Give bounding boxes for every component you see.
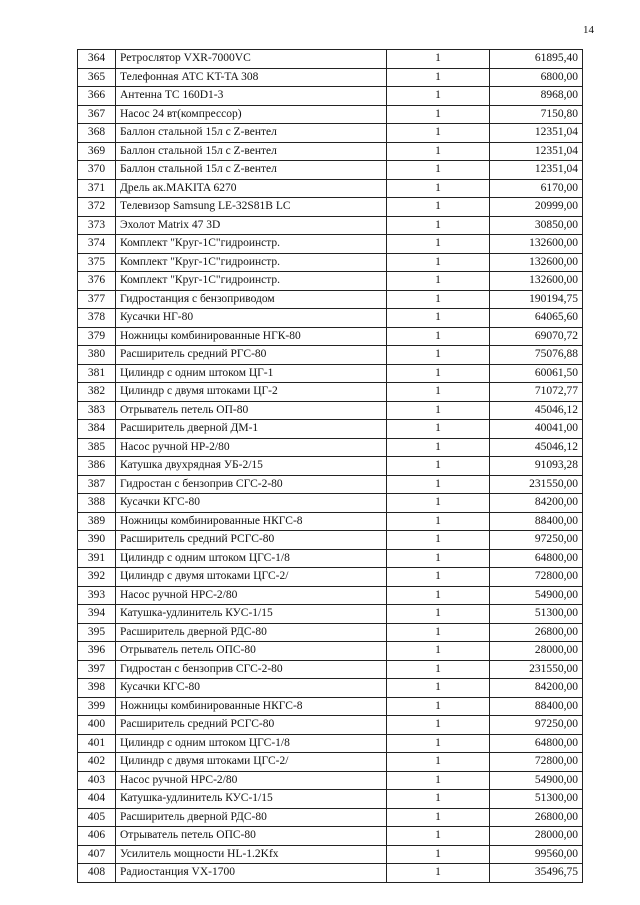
row-number-cell: 398 bbox=[78, 679, 116, 698]
quantity-cell: 1 bbox=[387, 179, 490, 198]
quantity-cell: 1 bbox=[387, 753, 490, 772]
row-number-cell: 374 bbox=[78, 235, 116, 254]
price-cell: 12351,04 bbox=[490, 161, 583, 180]
table-row bbox=[78, 198, 583, 217]
price-cell: 231550,00 bbox=[490, 475, 583, 494]
item-name-cell: Цилиндр с двумя штоками ЦГ-2 bbox=[116, 383, 387, 402]
item-name-cell: Катушка-удлинитель КУС-1/15 bbox=[116, 605, 387, 624]
quantity-cell: 1 bbox=[387, 383, 490, 402]
table-row bbox=[78, 124, 583, 143]
item-name-cell: Насос 24 вт(компрессор) bbox=[116, 105, 387, 124]
quantity-cell: 1 bbox=[387, 734, 490, 753]
item-name-cell: Комплект "Круг-1С"гидроинстр. bbox=[116, 272, 387, 291]
quantity-cell: 1 bbox=[387, 253, 490, 272]
price-cell: 7150,80 bbox=[490, 105, 583, 124]
row-number-cell: 378 bbox=[78, 309, 116, 328]
price-cell: 132600,00 bbox=[490, 272, 583, 291]
quantity-cell: 1 bbox=[387, 512, 490, 531]
table-row bbox=[78, 845, 583, 864]
item-name-cell: Баллон стальной 15л с Z-вентел bbox=[116, 161, 387, 180]
table-row bbox=[78, 272, 583, 291]
price-cell: 54900,00 bbox=[490, 586, 583, 605]
item-name-cell: Эхолот Matrix 47 3D bbox=[116, 216, 387, 235]
row-number-cell: 391 bbox=[78, 549, 116, 568]
table-row bbox=[78, 605, 583, 624]
item-name-cell: Цилиндр с двумя штоками ЦГС-2/ bbox=[116, 753, 387, 772]
row-number-cell: 394 bbox=[78, 605, 116, 624]
item-name-cell: Цилиндр с двумя штоками ЦГС-2/ bbox=[116, 568, 387, 587]
price-cell: 12351,04 bbox=[490, 142, 583, 161]
quantity-cell: 1 bbox=[387, 549, 490, 568]
table-row bbox=[78, 827, 583, 846]
table-row bbox=[78, 494, 583, 513]
price-cell: 26800,00 bbox=[490, 623, 583, 642]
table-row bbox=[78, 531, 583, 550]
quantity-cell: 1 bbox=[387, 327, 490, 346]
row-number-cell: 372 bbox=[78, 198, 116, 217]
price-cell: 51300,00 bbox=[490, 790, 583, 809]
price-cell: 12351,04 bbox=[490, 124, 583, 143]
table-row bbox=[78, 253, 583, 272]
quantity-cell: 1 bbox=[387, 716, 490, 735]
quantity-cell: 1 bbox=[387, 790, 490, 809]
quantity-cell: 1 bbox=[387, 605, 490, 624]
quantity-cell: 1 bbox=[387, 623, 490, 642]
row-number-cell: 386 bbox=[78, 457, 116, 476]
table-row bbox=[78, 716, 583, 735]
table-row bbox=[78, 105, 583, 124]
row-number-cell: 395 bbox=[78, 623, 116, 642]
row-number-cell: 387 bbox=[78, 475, 116, 494]
item-name-cell: Комплект "Круг-1С"гидроинстр. bbox=[116, 253, 387, 272]
row-number-cell: 384 bbox=[78, 420, 116, 439]
inventory-table bbox=[77, 49, 583, 883]
item-name-cell: Кусачки КГС-80 bbox=[116, 494, 387, 513]
item-name-cell: Ретрослятор VXR-7000VC bbox=[116, 50, 387, 69]
item-name-cell: Комплект "Круг-1С"гидроинстр. bbox=[116, 235, 387, 254]
price-cell: 30850,00 bbox=[490, 216, 583, 235]
quantity-cell: 1 bbox=[387, 531, 490, 550]
price-cell: 231550,00 bbox=[490, 660, 583, 679]
item-name-cell: Гидростанция с бензоприводом bbox=[116, 290, 387, 309]
price-cell: 51300,00 bbox=[490, 605, 583, 624]
item-name-cell: Расширитель средний РСГС-80 bbox=[116, 531, 387, 550]
table-row bbox=[78, 623, 583, 642]
price-cell: 64065,60 bbox=[490, 309, 583, 328]
item-name-cell: Ножницы комбинированные НКГС-8 bbox=[116, 697, 387, 716]
quantity-cell: 1 bbox=[387, 346, 490, 365]
item-name-cell: Цилиндр с одним штоком ЦГС-1/8 bbox=[116, 734, 387, 753]
quantity-cell: 1 bbox=[387, 475, 490, 494]
price-cell: 97250,00 bbox=[490, 716, 583, 735]
price-cell: 88400,00 bbox=[490, 697, 583, 716]
quantity-cell: 1 bbox=[387, 142, 490, 161]
price-cell: 60061,50 bbox=[490, 364, 583, 383]
item-name-cell: Катушка-удлинитель КУС-1/15 bbox=[116, 790, 387, 809]
row-number-cell: 393 bbox=[78, 586, 116, 605]
row-number-cell: 364 bbox=[78, 50, 116, 69]
item-name-cell: Расширитель дверной ДМ-1 bbox=[116, 420, 387, 439]
row-number-cell: 396 bbox=[78, 642, 116, 661]
table-row bbox=[78, 808, 583, 827]
quantity-cell: 1 bbox=[387, 290, 490, 309]
quantity-cell: 1 bbox=[387, 309, 490, 328]
quantity-cell: 1 bbox=[387, 364, 490, 383]
item-name-cell: Гидростан с бензоприв СГС-2-80 bbox=[116, 475, 387, 494]
item-name-cell: Радиостанция VX-1700 bbox=[116, 864, 387, 883]
item-name-cell: Отрыватель петель ОПС-80 bbox=[116, 642, 387, 661]
inventory-table-body bbox=[78, 50, 583, 883]
quantity-cell: 1 bbox=[387, 457, 490, 476]
table-row bbox=[78, 235, 583, 254]
price-cell: 88400,00 bbox=[490, 512, 583, 531]
quantity-cell: 1 bbox=[387, 438, 490, 457]
price-cell: 69070,72 bbox=[490, 327, 583, 346]
quantity-cell: 1 bbox=[387, 660, 490, 679]
row-number-cell: 404 bbox=[78, 790, 116, 809]
table-row bbox=[78, 790, 583, 809]
row-number-cell: 399 bbox=[78, 697, 116, 716]
quantity-cell: 1 bbox=[387, 235, 490, 254]
price-cell: 64800,00 bbox=[490, 549, 583, 568]
table-row bbox=[78, 475, 583, 494]
quantity-cell: 1 bbox=[387, 87, 490, 106]
price-cell: 40041,00 bbox=[490, 420, 583, 439]
row-number-cell: 408 bbox=[78, 864, 116, 883]
item-name-cell: Гидростан с бензоприв СГС-2-80 bbox=[116, 660, 387, 679]
item-name-cell: Кусачки КГС-80 bbox=[116, 679, 387, 698]
price-cell: 72800,00 bbox=[490, 753, 583, 772]
quantity-cell: 1 bbox=[387, 568, 490, 587]
item-name-cell: Цилиндр с одним штоком ЦГС-1/8 bbox=[116, 549, 387, 568]
price-cell: 6170,00 bbox=[490, 179, 583, 198]
price-cell: 75076,88 bbox=[490, 346, 583, 365]
item-name-cell: Ножницы комбинированные НКГС-8 bbox=[116, 512, 387, 531]
price-cell: 20999,00 bbox=[490, 198, 583, 217]
price-cell: 26800,00 bbox=[490, 808, 583, 827]
row-number-cell: 383 bbox=[78, 401, 116, 420]
price-cell: 8968,00 bbox=[490, 87, 583, 106]
row-number-cell: 371 bbox=[78, 179, 116, 198]
row-number-cell: 377 bbox=[78, 290, 116, 309]
table-row bbox=[78, 864, 583, 883]
item-name-cell: Кусачки НГ-80 bbox=[116, 309, 387, 328]
item-name-cell: Расширитель средний РГС-80 bbox=[116, 346, 387, 365]
quantity-cell: 1 bbox=[387, 679, 490, 698]
quantity-cell: 1 bbox=[387, 808, 490, 827]
quantity-cell: 1 bbox=[387, 642, 490, 661]
row-number-cell: 366 bbox=[78, 87, 116, 106]
item-name-cell: Расширитель дверной РДС-80 bbox=[116, 808, 387, 827]
quantity-cell: 1 bbox=[387, 401, 490, 420]
table-row bbox=[78, 586, 583, 605]
item-name-cell: Насос ручной НРС-2/80 bbox=[116, 586, 387, 605]
quantity-cell: 1 bbox=[387, 50, 490, 69]
row-number-cell: 401 bbox=[78, 734, 116, 753]
row-number-cell: 397 bbox=[78, 660, 116, 679]
price-cell: 35496,75 bbox=[490, 864, 583, 883]
price-cell: 190194,75 bbox=[490, 290, 583, 309]
table-row bbox=[78, 697, 583, 716]
price-cell: 132600,00 bbox=[490, 253, 583, 272]
row-number-cell: 375 bbox=[78, 253, 116, 272]
table-row bbox=[78, 87, 583, 106]
row-number-cell: 376 bbox=[78, 272, 116, 291]
price-cell: 45046,12 bbox=[490, 438, 583, 457]
table-row bbox=[78, 401, 583, 420]
price-cell: 72800,00 bbox=[490, 568, 583, 587]
price-cell: 45046,12 bbox=[490, 401, 583, 420]
item-name-cell: Антенна TC 160D1-3 bbox=[116, 87, 387, 106]
quantity-cell: 1 bbox=[387, 420, 490, 439]
row-number-cell: 373 bbox=[78, 216, 116, 235]
quantity-cell: 1 bbox=[387, 827, 490, 846]
price-cell: 6800,00 bbox=[490, 68, 583, 87]
price-cell: 54900,00 bbox=[490, 771, 583, 790]
item-name-cell: Насос ручной НР-2/80 bbox=[116, 438, 387, 457]
price-cell: 28000,00 bbox=[490, 642, 583, 661]
item-name-cell: Телефонная АТС KT-TA 308 bbox=[116, 68, 387, 87]
table-row bbox=[78, 383, 583, 402]
item-name-cell: Усилитель мощности HL-1.2Kfx bbox=[116, 845, 387, 864]
quantity-cell: 1 bbox=[387, 586, 490, 605]
table-row bbox=[78, 642, 583, 661]
item-name-cell: Насос ручной НРС-2/80 bbox=[116, 771, 387, 790]
quantity-cell: 1 bbox=[387, 105, 490, 124]
quantity-cell: 1 bbox=[387, 845, 490, 864]
quantity-cell: 1 bbox=[387, 124, 490, 143]
item-name-cell: Отрыватель петель ОП-80 bbox=[116, 401, 387, 420]
table-row bbox=[78, 679, 583, 698]
item-name-cell: Отрыватель петель ОПС-80 bbox=[116, 827, 387, 846]
table-row bbox=[78, 457, 583, 476]
item-name-cell: Дрель ак.MAKITA 6270 bbox=[116, 179, 387, 198]
price-cell: 84200,00 bbox=[490, 494, 583, 513]
table-row bbox=[78, 512, 583, 531]
row-number-cell: 370 bbox=[78, 161, 116, 180]
row-number-cell: 379 bbox=[78, 327, 116, 346]
quantity-cell: 1 bbox=[387, 198, 490, 217]
item-name-cell: Телевизор Samsung LE-32S81B LC bbox=[116, 198, 387, 217]
table-row bbox=[78, 142, 583, 161]
price-cell: 132600,00 bbox=[490, 235, 583, 254]
quantity-cell: 1 bbox=[387, 216, 490, 235]
item-name-cell: Цилиндр с одним штоком ЦГ-1 bbox=[116, 364, 387, 383]
table-row bbox=[78, 568, 583, 587]
price-cell: 71072,77 bbox=[490, 383, 583, 402]
row-number-cell: 381 bbox=[78, 364, 116, 383]
table-row bbox=[78, 771, 583, 790]
table-row bbox=[78, 753, 583, 772]
row-number-cell: 385 bbox=[78, 438, 116, 457]
table-row bbox=[78, 216, 583, 235]
price-cell: 61895,40 bbox=[490, 50, 583, 69]
table-row bbox=[78, 346, 583, 365]
table-row bbox=[78, 660, 583, 679]
item-name-cell: Расширитель средний РСГС-80 bbox=[116, 716, 387, 735]
row-number-cell: 390 bbox=[78, 531, 116, 550]
table-row bbox=[78, 290, 583, 309]
row-number-cell: 400 bbox=[78, 716, 116, 735]
row-number-cell: 403 bbox=[78, 771, 116, 790]
table-row bbox=[78, 68, 583, 87]
table-row bbox=[78, 327, 583, 346]
item-name-cell: Баллон стальной 15л с Z-вентел bbox=[116, 142, 387, 161]
row-number-cell: 365 bbox=[78, 68, 116, 87]
item-name-cell: Расширитель дверной РДС-80 bbox=[116, 623, 387, 642]
table-row bbox=[78, 309, 583, 328]
table-row bbox=[78, 734, 583, 753]
row-number-cell: 382 bbox=[78, 383, 116, 402]
row-number-cell: 388 bbox=[78, 494, 116, 513]
price-cell: 91093,28 bbox=[490, 457, 583, 476]
row-number-cell: 368 bbox=[78, 124, 116, 143]
price-cell: 28000,00 bbox=[490, 827, 583, 846]
page-number: 14 bbox=[583, 24, 594, 36]
quantity-cell: 1 bbox=[387, 494, 490, 513]
row-number-cell: 406 bbox=[78, 827, 116, 846]
item-name-cell: Катушка двухрядная УБ-2/15 bbox=[116, 457, 387, 476]
price-cell: 64800,00 bbox=[490, 734, 583, 753]
item-name-cell: Баллон стальной 15л с Z-вентел bbox=[116, 124, 387, 143]
quantity-cell: 1 bbox=[387, 771, 490, 790]
row-number-cell: 392 bbox=[78, 568, 116, 587]
quantity-cell: 1 bbox=[387, 272, 490, 291]
row-number-cell: 369 bbox=[78, 142, 116, 161]
table-row bbox=[78, 549, 583, 568]
quantity-cell: 1 bbox=[387, 68, 490, 87]
row-number-cell: 405 bbox=[78, 808, 116, 827]
price-cell: 97250,00 bbox=[490, 531, 583, 550]
price-cell: 84200,00 bbox=[490, 679, 583, 698]
row-number-cell: 402 bbox=[78, 753, 116, 772]
row-number-cell: 389 bbox=[78, 512, 116, 531]
table-row bbox=[78, 420, 583, 439]
row-number-cell: 367 bbox=[78, 105, 116, 124]
row-number-cell: 380 bbox=[78, 346, 116, 365]
table-row bbox=[78, 364, 583, 383]
table-row bbox=[78, 161, 583, 180]
item-name-cell: Ножницы комбинированные НГК-80 bbox=[116, 327, 387, 346]
table-row bbox=[78, 50, 583, 69]
table-row bbox=[78, 438, 583, 457]
row-number-cell: 407 bbox=[78, 845, 116, 864]
table-row bbox=[78, 179, 583, 198]
quantity-cell: 1 bbox=[387, 864, 490, 883]
quantity-cell: 1 bbox=[387, 161, 490, 180]
quantity-cell: 1 bbox=[387, 697, 490, 716]
price-cell: 99560,00 bbox=[490, 845, 583, 864]
